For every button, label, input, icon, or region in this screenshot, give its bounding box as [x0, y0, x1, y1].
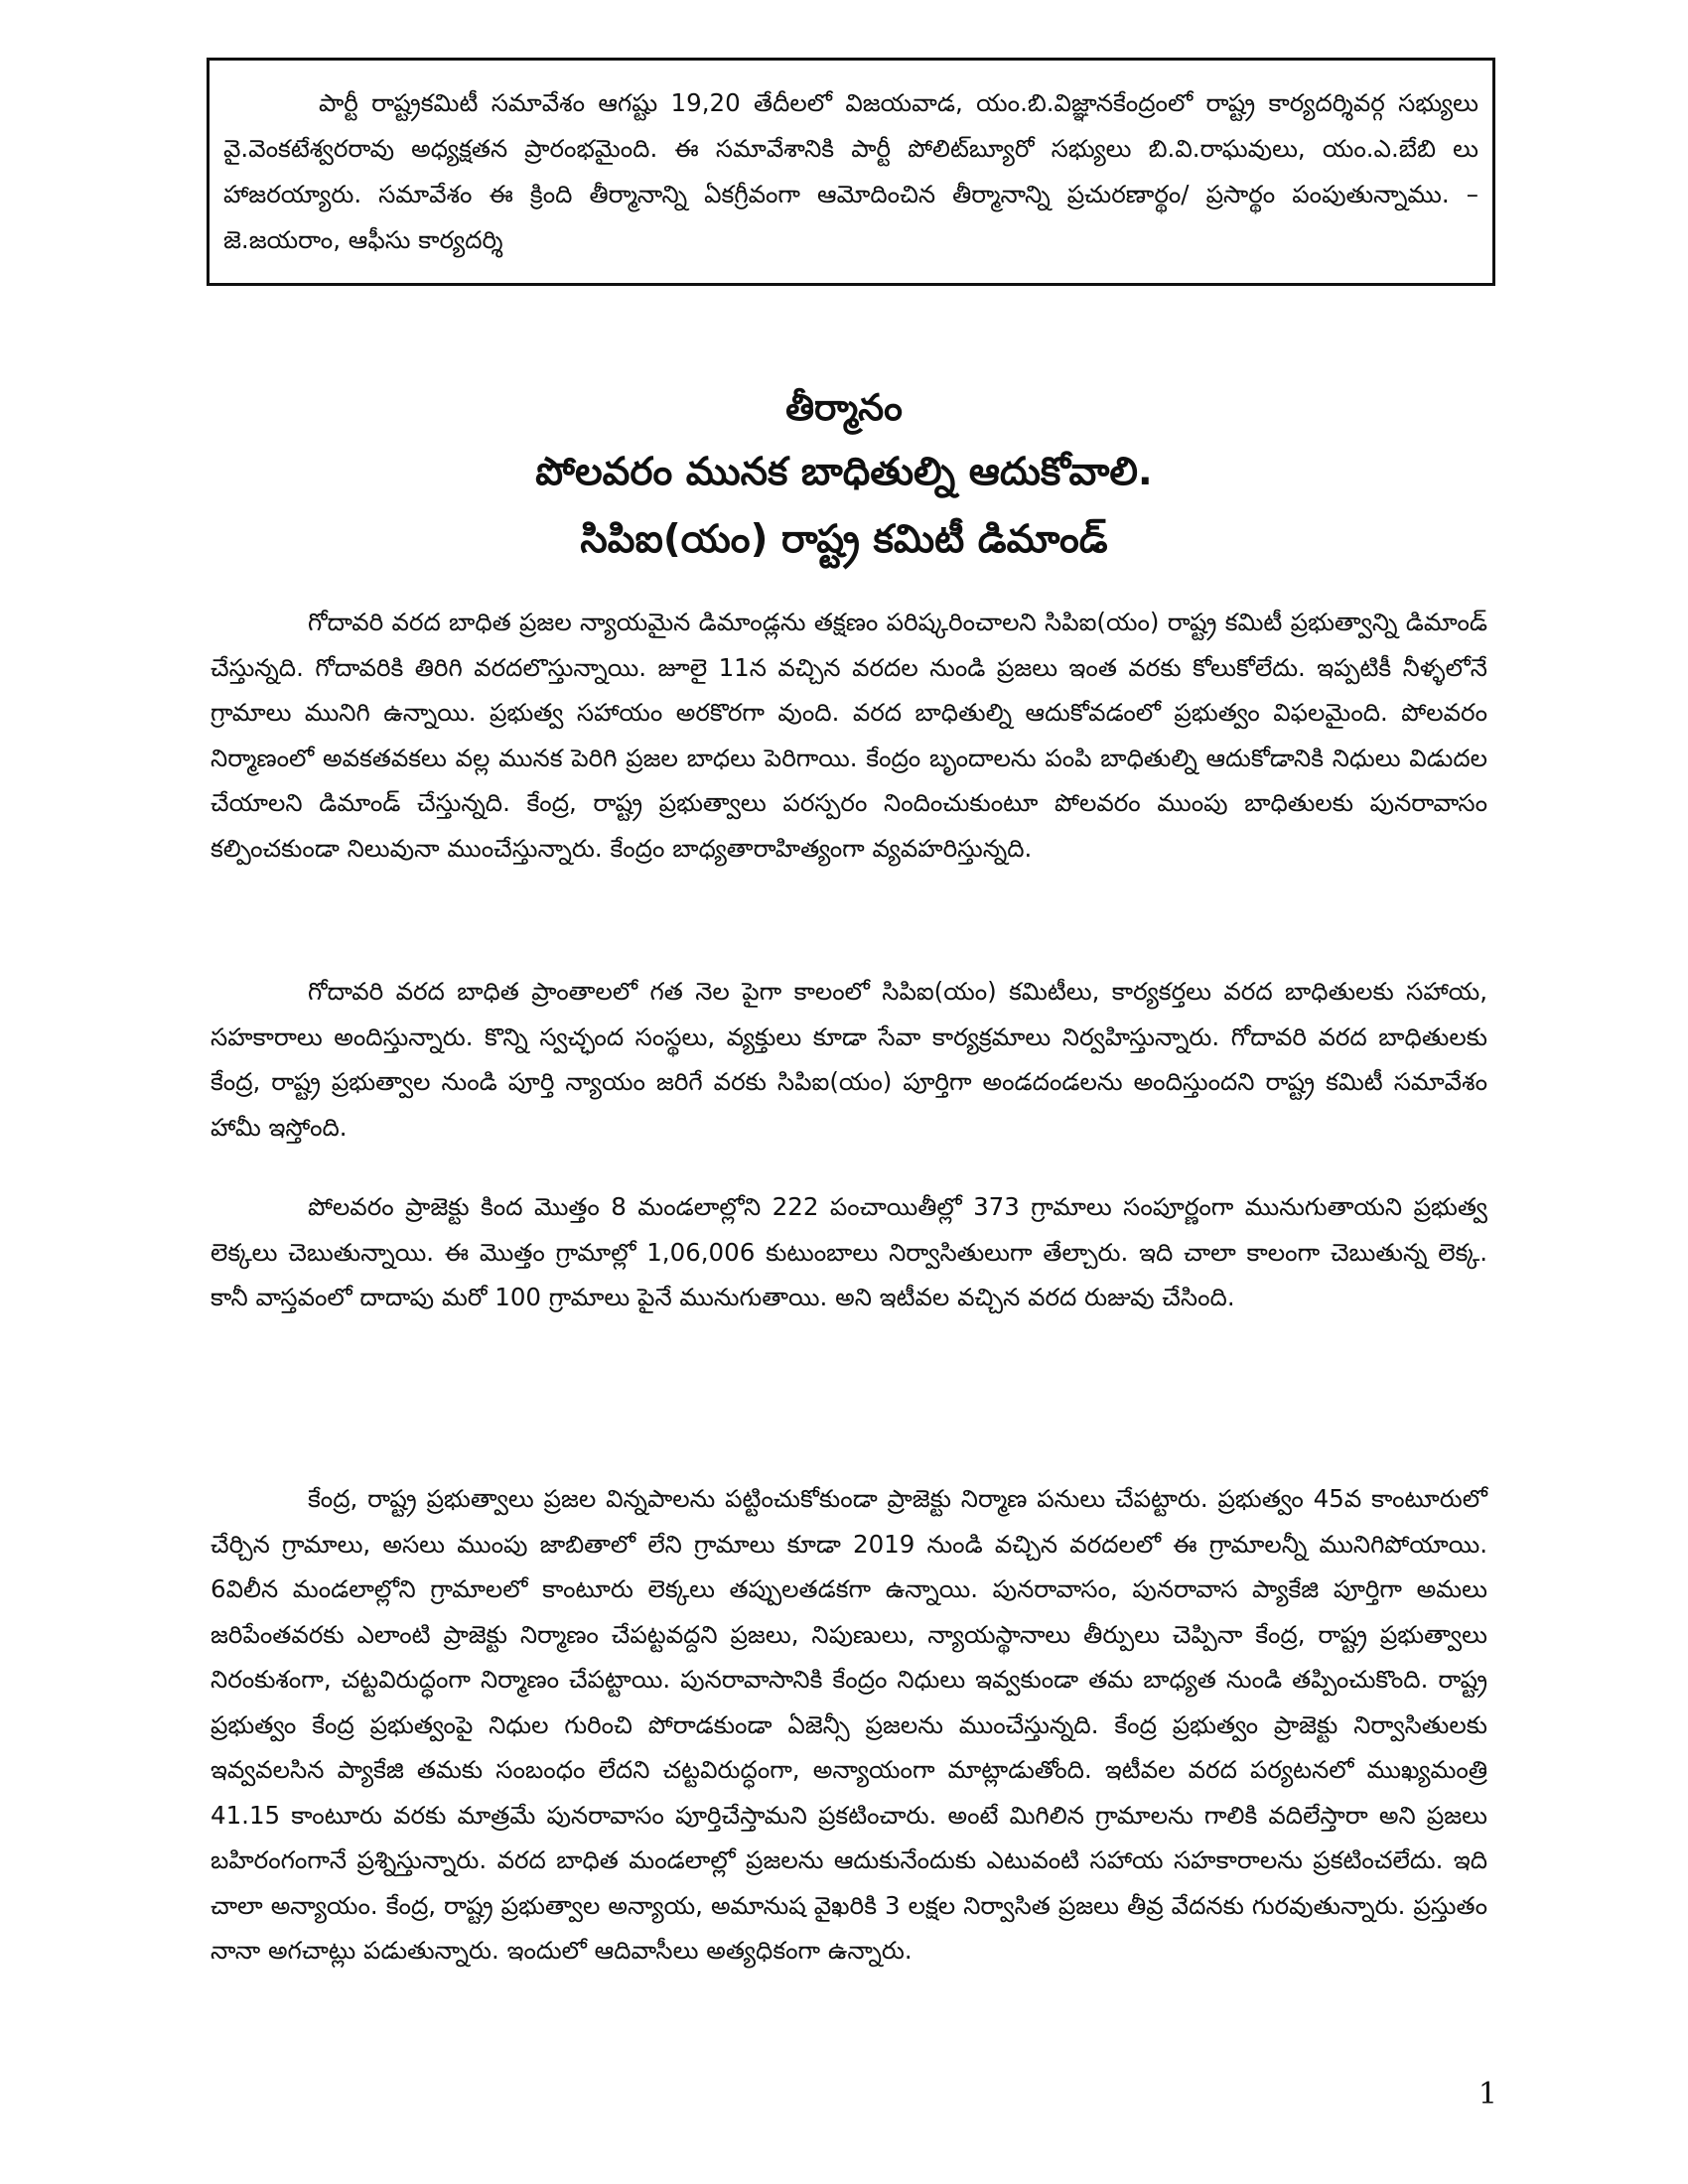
title-subheadline: సిపిఐ(యం) రాష్ట్ర కమిటీ డిమాండ్ [580, 517, 1108, 562]
paragraph-2: గోదావరి వరద బాధిత ప్రాంతాలలో గత నెల పైగా కాలంలో సిపిఐ(యం) కమిటీలు, కార్యకర్తలు వరద బాధితులకు సహాయ, సహకారాలు అందిస్తున్నారు. కొన్ని స్వచ్ఛంద సంస్థలు, వ్యక్తులు కూడా సేవా కార్యక్రమాలు నిర్వహిస్తున్నారు. గోదావరి వరద బాధితులకు కేంద్ర, రాష్ట్ర ప్రభుత్వాల నుండి పూర్తి న్యాయం జరిగే వరకు సిపిఐ(యం) పూర్తిగా అండదండలను అందిస్తుందని రాష్ట్ర కమిటీ సమావేశం హామీ ఇస్తోంది. [211, 977, 1487, 1142]
page-number: 1 [1477, 2077, 1497, 2112]
paragraph-1: గోదావరి వరద బాధిత ప్రజల న్యాయమైన డిమాండ్లను తక్షణం పరిష్కరించాలని సిపిఐ(యం) రాష్ట్ర కమిటీ ప్రభుత్వాన్ని డిమాండ్ చేస్తున్నది. గోదావరికి తిరిగి వరదలొస్తున్నాయి. జూలై 11న వచ్చిన వరదల నుండి ప్రజలు ఇంత వరకు కోలుకోలేదు. ఇప్పటికీ నీళ్ళలోనే గ్రామాలు మునిగి ఉన్నాయి. ప్రభుత్వ సహాయం అరకొరగా వుంది. వరద బాధితుల్ని ఆదుకోవడంలో ప్రభుత్వం విఫలమైంది. పోలవరం నిర్మాణంలో అవకతవకలు వల్ల మునక పెరిగి ప్రజల బాధలు పెరిగాయి. కేంద్రం బృందాలను పంపి బాధితుల్ని ఆదుకోడానికి నిధులు విడుదల చేయాలని డిమాండ్ చేస్తున్నది. కేంద్ర, రాష్ట్ర ప్రభుత్వాలు పరస్పరం నిందించుకుంటూ పోలవరం ముంపు బాధితులకు పునరావాసం కల్పించకుండా నిలువునా ముంచేస్తున్నారు. కేంద్రం బాధ్యతారాహిత్యంగా వ్యవహరిస్తున్నది. [211, 608, 1487, 863]
title-headline: పోలవరం మునక బాధితుల్ని ఆదుకోవాలి. [535, 450, 1153, 494]
resolution-title [199, 377, 1489, 574]
notice-box [207, 58, 1495, 286]
notice-text: పార్టీ రాష్ట్రకమిటీ సమావేశం ఆగష్టు 19,20 తేదీలలో విజయవాడ, యం.బి.విజ్ఞానకేంద్రంలో రాష్ట్ర కార్యదర్శివర్గ సభ్యులు వై.వెంకటేశ్వరరావు అధ్యక్షతన ప్రారంభమైంది. ఈ సమావేశానికి పార్టీ పోలిట్‌బ్యూరో సభ్యులు బి.వి.రాఘవులు, యం.ఎ.బేబి లు హాజరయ్యారు. సమావేశం ఈ క్రింది తీర్మానాన్ని ఏకగ్రీవంగా ఆమోదించిన తీర్మానాన్ని ప్రచురణార్థం/ ప్రసార్థం పంపుతున్నాము. – జె.జయరాం, ఆఫీసు కార్యదర్శి [223, 88, 1478, 254]
paragraph-4: కేంద్ర, రాష్ట్ర ప్రభుత్వాలు ప్రజల విన్నపాలను పట్టించుకోకుండా ప్రాజెక్టు నిర్మాణ పనులు చేపట్టారు. ప్రభుత్వం 45వ కాంటూరులో చేర్చిన గ్రామాలు, అసలు ముంపు జాబితాలో లేని గ్రామాలు కూడా 2019 నుండి వచ్చిన వరదలలో ఈ గ్రామాలన్నీ మునిగిపోయాయి. 6విలీన మండలాల్లోని గ్రామాలలో కాంటూరు లెక్కలు తప్పులతడకగా ఉన్నాయి. పునరావాసం, పునరావాస ప్యాకేజి పూర్తిగా అమలు జరిపేంతవరకు ఎలాంటి ప్రాజెక్టు నిర్మాణం చేపట్టవద్దని ప్రజలు, నిపుణులు, న్యాయస్థానాలు తీర్పులు చెప్పినా కేంద్ర, రాష్ట్ర ప్రభుత్వాలు నిరంకుశంగా, చట్టవిరుద్ధంగా నిర్మాణం చేపట్టాయి. పునరావాసానికి కేంద్రం నిధులు ఇవ్వకుండా తమ బాధ్యత నుండి తప్పించుకొంది. రాష్ట్ర ప్రభుత్వం కేంద్ర ప్రభుత్వంపై నిధుల గురించి పోరాడకుండా ఏజెన్సీ ప్రజలను ముంచేస్తున్నది. కేంద్ర ప్రభుత్వం ప్రాజెక్టు నిర్వాసితులకు ఇవ్వవలసిన ప్యాకేజి తమకు సంబంధం లేదని చట్టవిరుద్ధంగా, అన్యాయంగా మాట్లాడుతోంది. ఇటీవల వరద పర్యటనలో ముఖ్యమంత్రి 41.15 కాంటూరు వరకు మాత్రమే పునరావాసం పూర్తిచేస్తామని ప్రకటించారు. అంటే మిగిలిన గ్రామాలను గాలికి వదిలేస్తారా అని ప్రజలు బహిరంగంగానే ప్రశ్నిస్తున్నారు. వరద బాధిత మండలాల్లో ప్రజలను ఆదుకునేందుకు ఎటువంటి సహాయ సహకారాలను ప్రకటించలేదు. ఇది చాలా అన్యాయం. కేంద్ర, రాష్ట్ర ప్రభుత్వాల అన్యాయ, అమానుష వైఖరికి 3 లక్షల నిర్వాసిత ప్రజలు తీవ్ర వేదనకు గురవుతున్నారు. ప్రస్తుతం నానా అగచాట్లు పడుతున్నారు. ఇందులో ఆదివాసీలు అత్యధికంగా ఉన్నారు. [211, 1484, 1487, 1965]
paragraph-3: పోలవరం ప్రాజెక్టు కింద మొత్తం 8 మండలాల్లోని 222 పంచాయితీల్లో 373 గ్రామాలు సంపూర్ణంగా మునుగుతాయని ప్రభుత్వ లెక్కలు చెబుతున్నాయి. ఈ మొత్తం గ్రామాల్లో 1,06,006 కుటుంబాలు నిర్వాసితులుగా తేల్చారు. ఇది చాలా కాలంగా చెబుతున్న లెక్క. కానీ వాస్తవంలో దాదాపు మరో 100 గ్రామాలు పైనే మునుగుతాయి. అని ఇటీవల వచ్చిన వరద రుజువు చేసింది. [211, 1192, 1487, 1311]
title-resolution-label: తీర్మానం [785, 386, 903, 429]
